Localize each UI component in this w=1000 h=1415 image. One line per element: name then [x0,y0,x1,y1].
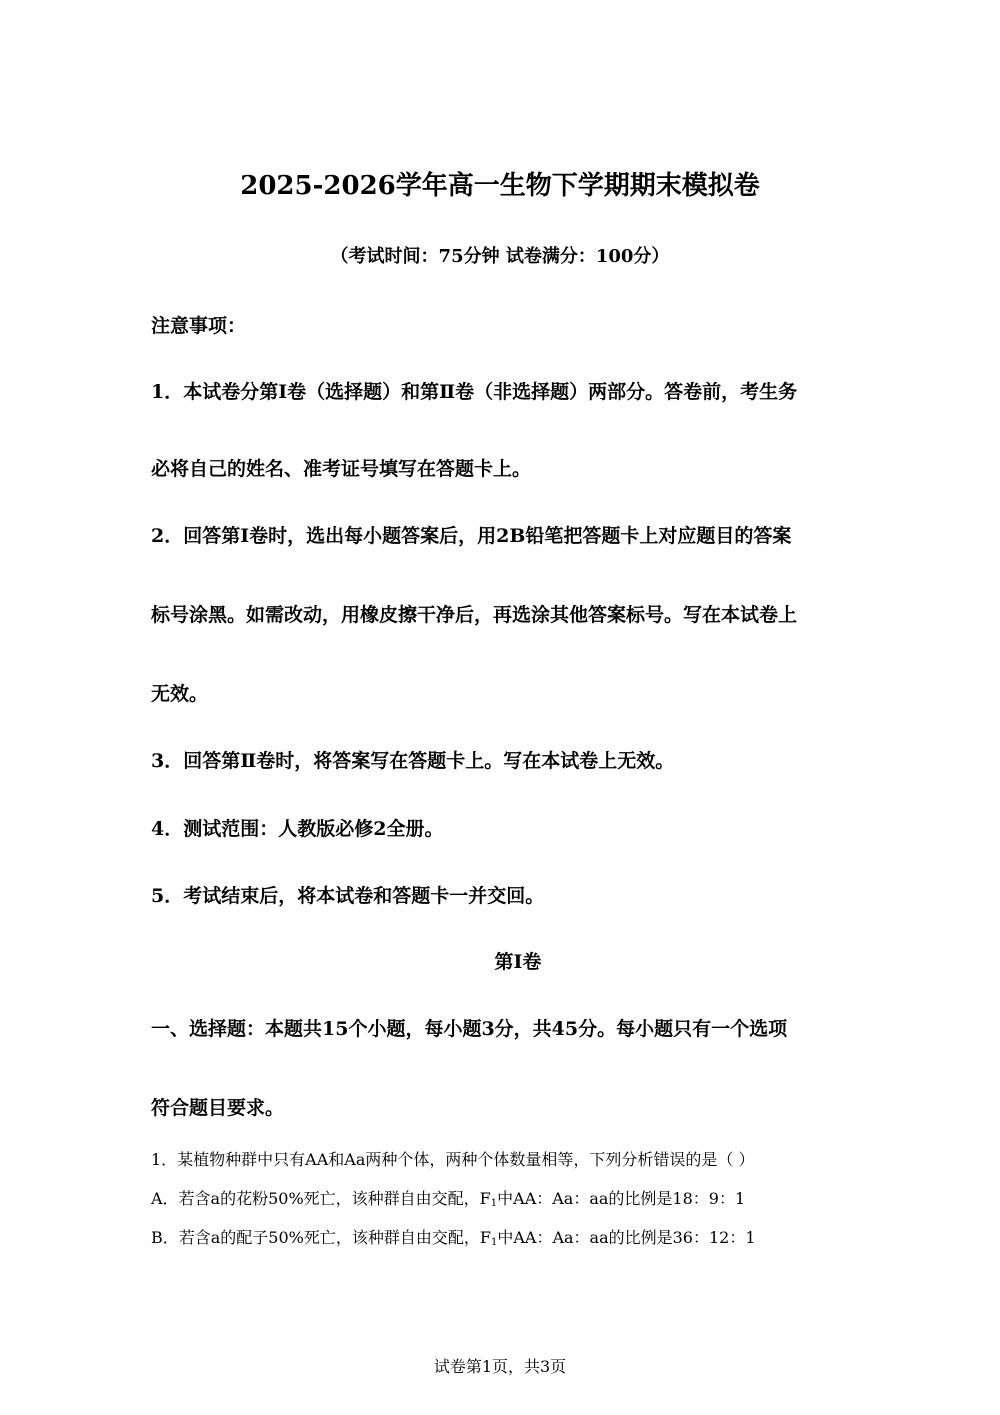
exam-subtitle: （考试时间：75分钟 试卷满分：100分） [330,246,670,267]
notice-line: 无效。 [151,683,209,705]
notice-line: 必将自己的姓名、准考证号填写在答题卡上。 [151,458,532,480]
option-b-ratio: 中AA：Aa：aa的比例是36：12：1 [497,1228,756,1247]
exam-title: 2025-2026学年高一生物下学期期末模拟卷 [240,171,760,201]
option-a-ratio: 中AA：Aa：aa的比例是18：9：1 [497,1189,746,1208]
option-b-subscript: 1 [490,1237,498,1248]
question-stem: 1．某植物种群中只有AA和Aa两种个体，两种个体数量相等，下列分析错误的是（ ） [151,1150,755,1169]
option-a-subscript: 1 [490,1198,498,1209]
section-instruction: 一、选择题：本题共15个小题，每小题3分，共45分。每小题只有一个选项 [151,1018,788,1040]
notice-line: 4．测试范围：人教版必修2全册。 [151,818,444,840]
question-option-a [151,1187,745,1216]
option-b-text: B．若含a的配子50%死亡，该种群自由交配，F [151,1228,491,1247]
page-footer: 试卷第1页，共3页 [433,1357,567,1376]
question-option-b [151,1226,756,1255]
notice-line: 1．本试卷分第Ⅰ卷（选择题）和第Ⅱ卷（非选择题）两部分。答卷前，考生务 [151,381,798,403]
notice-line: 5．考试结束后，将本试卷和答题卡一并交回。 [151,885,545,907]
option-a-text: A．若含a的花粉50%死亡，该种群自由交配，F [151,1189,491,1208]
notice-line: 标号涂黑。如需改动，用橡皮擦干净后，再选涂其他答案标号。写在本试卷上 [151,604,798,626]
section-instruction: 符合题目要求。 [151,1097,285,1119]
notice-heading: 注意事项： [151,315,247,337]
section-title: 第Ⅰ卷 [494,951,542,973]
notice-line: 3．回答第Ⅱ卷时，将答案写在答题卡上。写在本试卷上无效。 [151,750,675,772]
notice-line: 2．回答第Ⅰ卷时，选出每小题答案后，用2B铅笔把答题卡上对应题目的答案 [151,525,792,547]
